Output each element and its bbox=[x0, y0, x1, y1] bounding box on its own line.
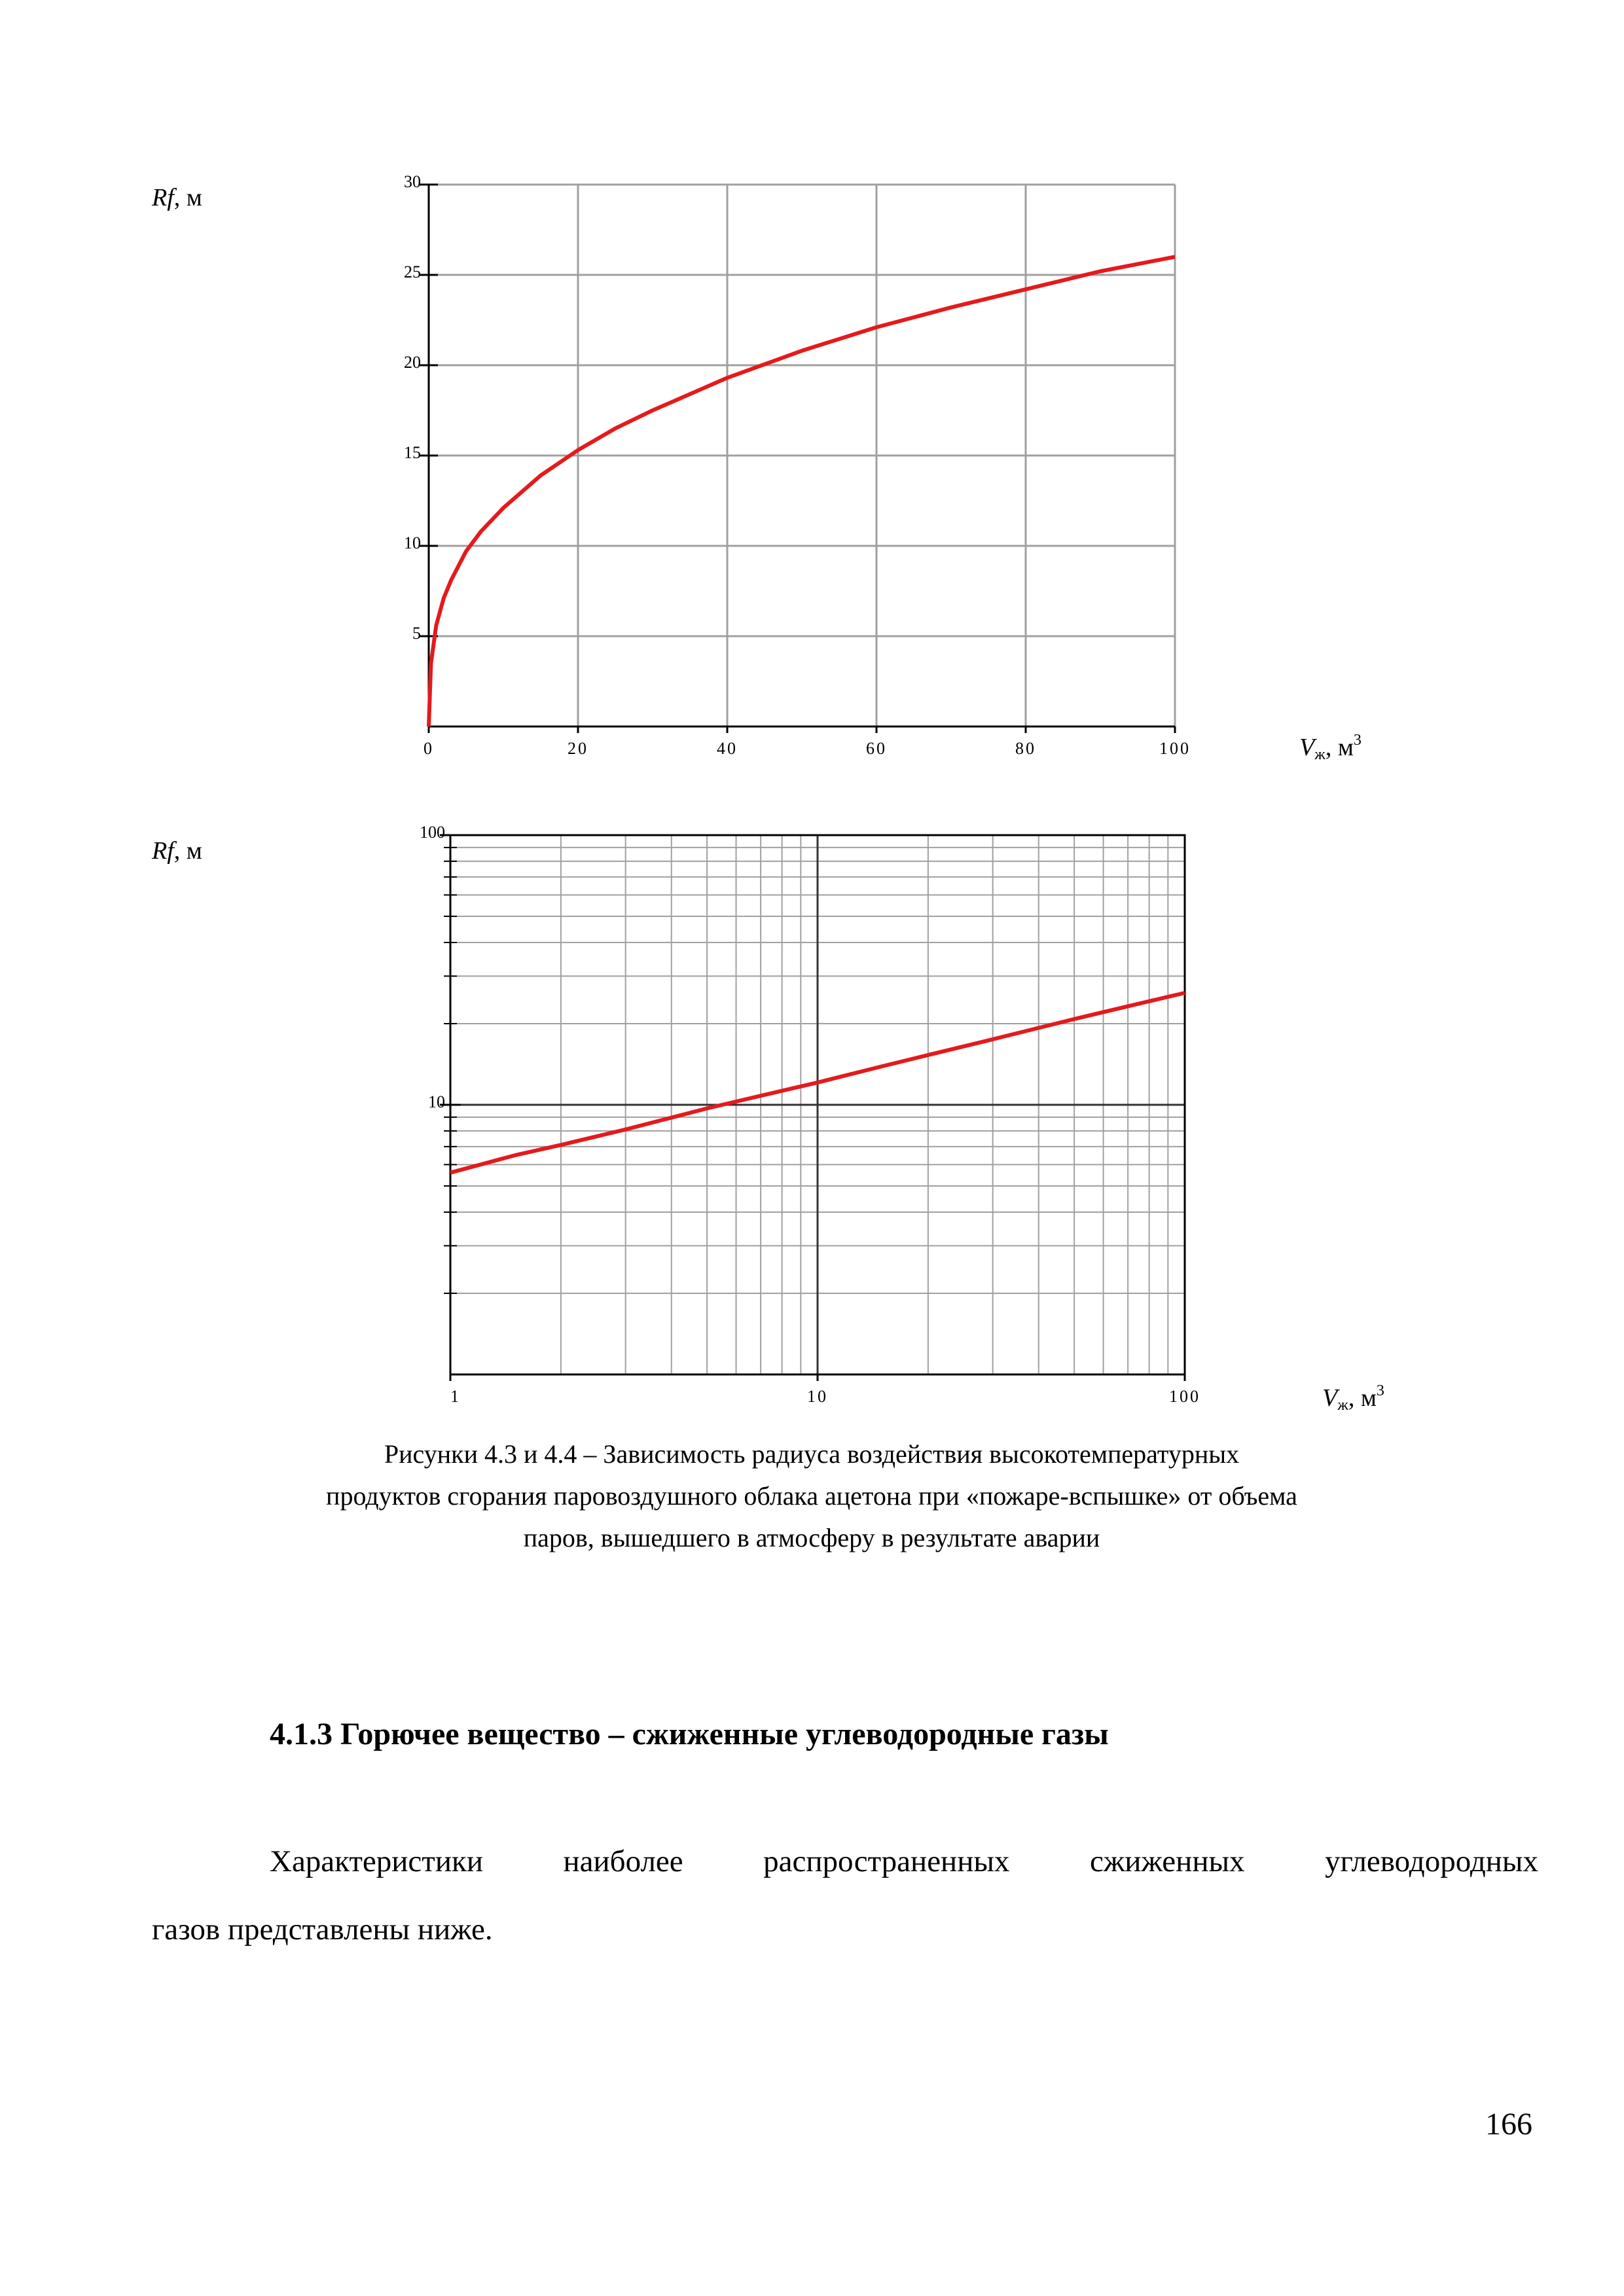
page-number: 166 bbox=[1485, 2107, 1532, 2142]
y-tick-label: 10 bbox=[428, 1092, 445, 1111]
section-paragraph bbox=[152, 1827, 1538, 1964]
y-tick-label: 100 bbox=[420, 823, 445, 842]
y-tick-label: 25 bbox=[404, 262, 421, 281]
x-tick-label: 80 bbox=[1015, 739, 1036, 758]
x-tick-label: 60 bbox=[866, 739, 887, 758]
x-tick-label: 100 bbox=[1169, 1387, 1200, 1406]
caption-line-1: Рисунки 4.3 и 4.4 – Зависимость радиуса воздействия высокотемпературных bbox=[384, 1439, 1240, 1469]
x-tick-label: 1 bbox=[450, 1387, 461, 1406]
chart1-xlabel: $V_ж$, $м^3$ bbox=[1299, 732, 1362, 763]
caption-line-3: паров, вышедшего в атмосферу в результате аварии bbox=[523, 1523, 1100, 1552]
y-tick-label: 30 bbox=[404, 172, 421, 191]
x-tick-label: 20 bbox=[568, 739, 588, 758]
section-heading: 4.1.3 Горючее вещество – сжиженные углеводородные газы bbox=[270, 1717, 1109, 1751]
paragraph-line-1: Характеристики наиболее распространенных сжиженных углеводородных bbox=[270, 1844, 1538, 1878]
chart2-ylabel: Rf, м bbox=[152, 837, 202, 865]
chart-linear bbox=[0, 0, 1624, 785]
y-tick-label: 15 bbox=[404, 443, 421, 462]
y-tick-label: 10 bbox=[404, 533, 421, 552]
y-tick-label: 5 bbox=[412, 624, 421, 643]
figure-caption bbox=[216, 1433, 1407, 1559]
chart2-xlabel: $V_ж$, $м^3$ bbox=[1322, 1382, 1384, 1414]
series-line bbox=[429, 257, 1175, 726]
caption-line-2: продуктов сгорания паровоздушного облака ацетона при «пожаре-вспышке» от объема bbox=[326, 1481, 1297, 1511]
chart1-ylabel: Rf, м bbox=[152, 184, 202, 211]
y-tick-label: 20 bbox=[404, 353, 421, 372]
x-tick-label: 0 bbox=[424, 739, 434, 758]
x-tick-label: 100 bbox=[1159, 739, 1191, 758]
chart-log bbox=[0, 785, 1624, 1427]
paragraph-line-2: газов представлены ниже. bbox=[152, 1912, 493, 1946]
x-tick-label: 10 bbox=[807, 1387, 828, 1406]
x-tick-label: 40 bbox=[717, 739, 738, 758]
